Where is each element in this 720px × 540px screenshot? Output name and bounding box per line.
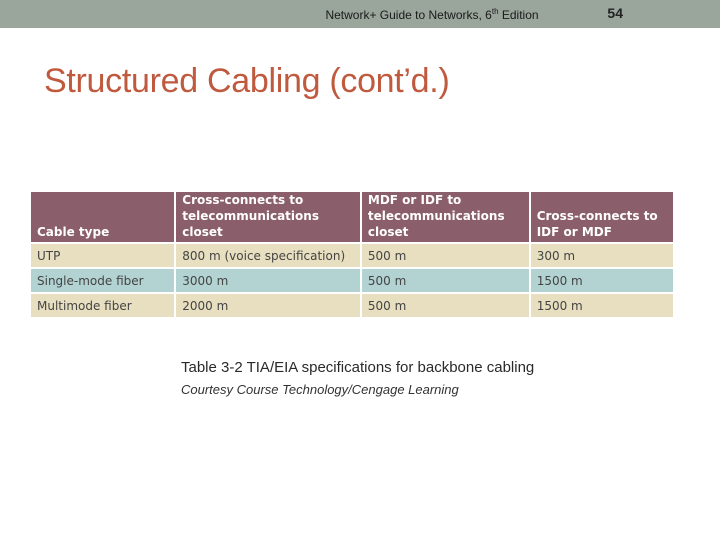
page-number: 54 bbox=[607, 5, 623, 21]
cell-cross-connects-to-tc: 2000 m bbox=[175, 293, 361, 318]
backbone-cabling-table bbox=[29, 190, 675, 319]
cell-cross-connects-to-tc: 800 m (voice specification) bbox=[175, 243, 361, 268]
cell-cable-type: Multimode fiber bbox=[30, 293, 175, 318]
header-cable-type: Cable type bbox=[30, 191, 175, 243]
cell-cable-type: UTP bbox=[30, 243, 175, 268]
cell-mdf-idf-to-tc: 500 m bbox=[361, 243, 530, 268]
cell-mdf-idf-to-tc: 500 m bbox=[361, 293, 530, 318]
cell-cable-type: Single-mode fiber bbox=[30, 268, 175, 293]
cell-mdf-idf-to-tc: 500 m bbox=[361, 268, 530, 293]
course-title-superscript: th bbox=[491, 7, 499, 16]
table-caption: Table 3-2 TIA/EIA specifications for backbone cabling bbox=[181, 359, 535, 376]
table-header-row bbox=[30, 191, 674, 243]
cell-cross-connects-to-idf-mdf: 1500 m bbox=[530, 293, 674, 318]
table-row bbox=[30, 268, 674, 293]
table-row bbox=[30, 293, 674, 318]
image-credit: Courtesy Course Technology/Cengage Learning bbox=[181, 382, 459, 397]
cell-cross-connects-to-tc: 3000 m bbox=[175, 268, 361, 293]
table-row bbox=[30, 243, 674, 268]
cell-cross-connects-to-idf-mdf: 1500 m bbox=[530, 268, 674, 293]
course-title-edition: Edition bbox=[498, 8, 539, 22]
header-cross-connects-to-idf-mdf: Cross-connects to IDF or MDF bbox=[530, 191, 674, 243]
slide-header-bar bbox=[0, 0, 720, 28]
header-mdf-idf-to-tc: MDF or IDF to telecommunications closet bbox=[361, 191, 530, 243]
cell-cross-connects-to-idf-mdf: 300 m bbox=[530, 243, 674, 268]
slide-title: Structured Cabling (cont’d.) bbox=[44, 62, 450, 100]
header-cross-connects-to-tc: Cross-connects to telecommunications closet bbox=[175, 191, 361, 243]
course-title-main: Network+ Guide to Networks, 6 bbox=[325, 8, 492, 22]
